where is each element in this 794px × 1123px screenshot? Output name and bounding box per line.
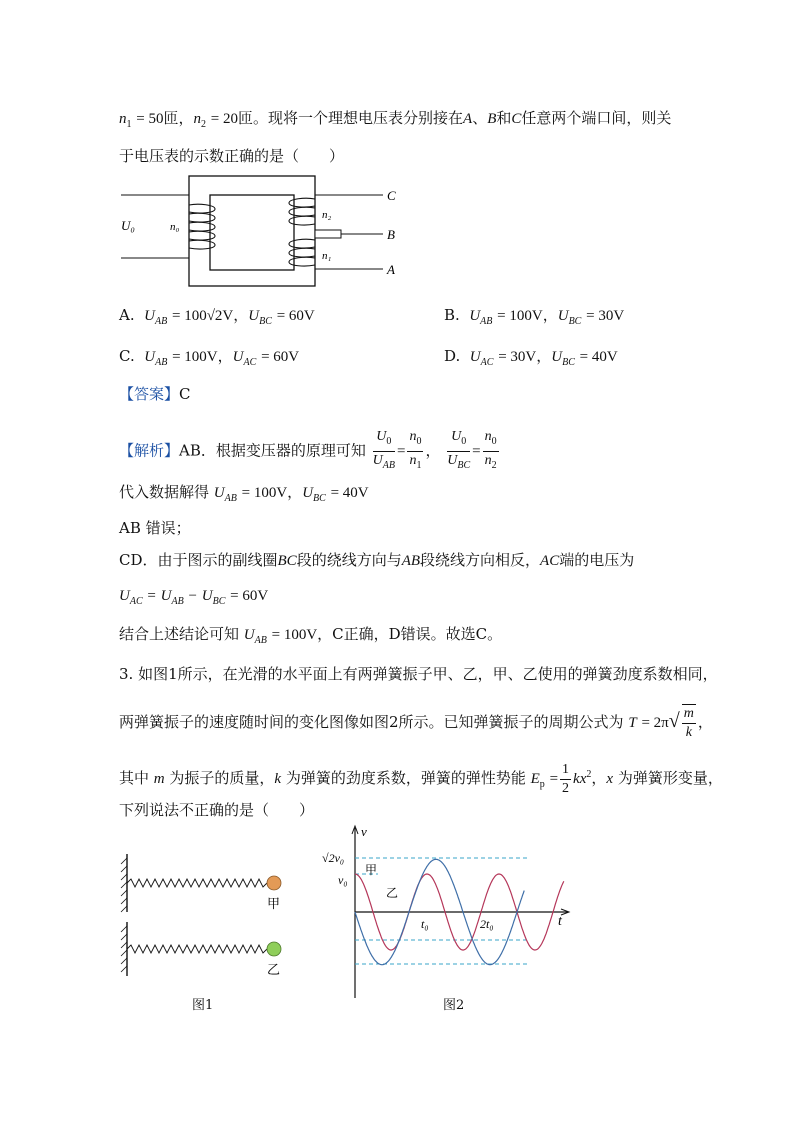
tick-2t0: 2t₀ — [480, 917, 494, 931]
option-a[interactable]: A. $U_{AB} = 100√2V$，$U_{BC} = 60V$ — [119, 306, 315, 327]
analysis-line-1: 【解析】AB．根据变压器的原理可知 $\frac{U_0}{U_{AB}}$ = $\frac{n_0}{n_1}$ ， $\frac{U_0}{U_{BC}}$ = $\frac{n_0}{n_2}$ — [119, 429, 497, 471]
terminal-a-label: A — [387, 262, 395, 277]
terminal-b-label: B — [387, 227, 395, 242]
analysis-line-6: 结合上述结论可知 $U_{AB} = 100V$，C正确，D错误。故选C。 — [119, 625, 503, 646]
q2-line2: 于电压表的示数正确的是（ ） — [119, 147, 345, 165]
answer-value: C — [179, 385, 191, 403]
series-jia-label: 甲 — [365, 863, 378, 877]
analysis-line-2: 代入数据解得 $U_{AB} = 100V$，$U_{BC} = 40V$ — [119, 483, 369, 504]
n2-label: n₂ — [322, 209, 332, 221]
tick-v0: v₀ — [338, 873, 348, 887]
q3-line1: 3. 如图1所示，在光滑的水平面上有两弹簧振子甲、乙，甲、乙使用的弹簧劲度系数相同， — [119, 665, 718, 683]
analysis-line-5: $U_{AC} = U_{AB} - U_{BC} = 60V$ — [119, 588, 269, 607]
option-c[interactable]: C. $U_{AB} = 100V$，$U_{AC} = 60V$ — [119, 347, 300, 368]
t-axis-label: t — [558, 914, 562, 929]
figure-1-springs — [112, 850, 292, 980]
figure-2-velocity-graph — [318, 822, 578, 1002]
spring-yi — [127, 945, 267, 953]
q3-line3: 其中 m 为振子的质量，k 为弹簧的劲度系数，弹簧的弹性势能 $E_p$ = $\frac{1}{2}$ $kx^2$，x 为弹簧形变量， — [119, 761, 723, 796]
q2-line1: $n_1 = 50$匝，$n_2 = 20$匝。现将一个理想电压表分别接在A、B和C任意两个端口间，则关 — [119, 109, 672, 130]
option-b[interactable]: B. $U_{AB} = 100V$，$U_{BC} = 30V$ — [444, 306, 625, 327]
q3-line4: 下列说法不正确的是（ ） — [119, 801, 315, 819]
jia-label: 甲 — [267, 896, 281, 911]
analysis-line-4: CD．由于图示的副线圈BC段的绕线方向与AB段绕线方向相反，AC端的电压为 — [119, 551, 635, 569]
transformer-figure — [115, 168, 405, 293]
ball-yi — [267, 942, 281, 956]
n0-label: n₀ — [170, 221, 180, 233]
tick-t0: t₀ — [421, 917, 429, 931]
q3-line2: 两弹簧振子的速度随时间的变化图像如图2所示。已知弹簧振子的周期公式为 T = 2π√ $\frac{m}{k}$ ， — [119, 706, 713, 740]
n1-label: n₁ — [322, 250, 332, 262]
series-yi-label: 乙 — [386, 886, 399, 900]
u0-label: U₀ — [121, 218, 135, 233]
terminal-c-label: C — [387, 188, 396, 203]
answer-line — [119, 384, 191, 404]
figure-1-caption: 图1 — [192, 998, 214, 1013]
option-d[interactable]: D. $U_{AC} = 30V$，$U_{BC} = 40V$ — [444, 347, 618, 368]
answer-tag: 【答案】 — [119, 385, 180, 403]
v-axis-label: v — [361, 824, 367, 839]
spring-jia — [127, 879, 267, 887]
figure-2-caption: 图2 — [443, 998, 465, 1013]
ball-jia — [267, 876, 281, 890]
yi-label: 乙 — [267, 962, 281, 977]
analysis-line-3: AB 错误； — [119, 519, 191, 537]
tick-sqrt2v0: √2v₀ — [322, 851, 345, 865]
